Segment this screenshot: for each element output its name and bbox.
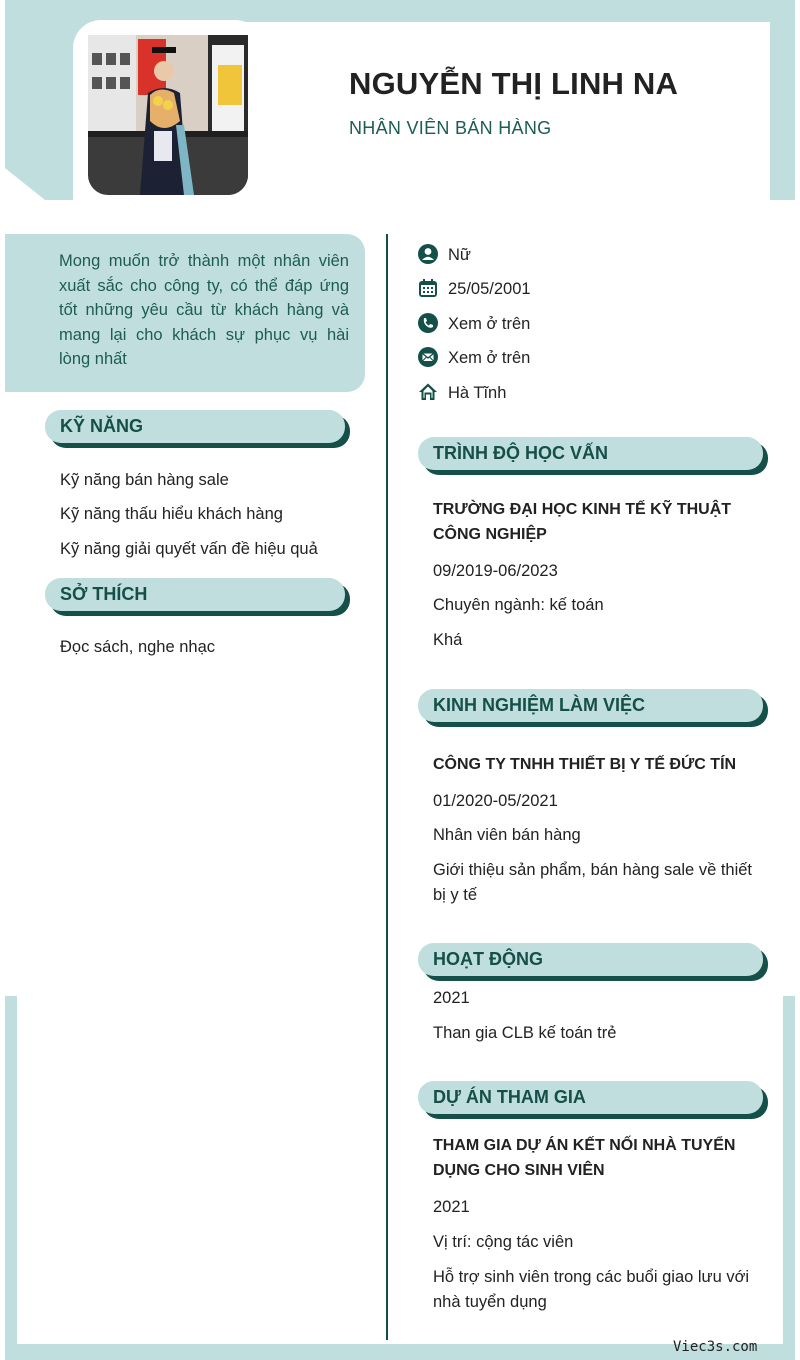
hobbies-header xyxy=(45,578,345,611)
phone-icon xyxy=(418,313,438,333)
activities-title: HOẠT ĐỘNG xyxy=(433,949,543,969)
skill-item: Kỹ năng thấu hiểu khách hàng xyxy=(60,505,283,523)
skills-title: KỸ NĂNG xyxy=(60,416,144,436)
project-year: 2021 xyxy=(433,1198,470,1216)
skills-header xyxy=(45,410,345,443)
address-value: Hà Tĩnh xyxy=(448,384,507,402)
school-name: TRƯỜNG ĐẠI HỌC KINH TẾ KỸ THUẬT CÔNG NGHIỆP xyxy=(433,501,732,543)
projects-header xyxy=(418,1081,763,1114)
corner-cut xyxy=(5,168,45,200)
education-major: Chuyên ngành: kế toán xyxy=(433,596,604,614)
phone-value: Xem ở trên xyxy=(448,315,531,333)
watermark: Viec3s.com xyxy=(673,1339,758,1355)
home-icon xyxy=(418,382,438,402)
column-divider xyxy=(386,234,388,1340)
education-grade: Khá xyxy=(433,631,463,649)
experience-description: Giới thiệu sản phẩm, bán hàng sale về thiết bị y tế xyxy=(433,861,753,904)
projects-title: DỰ ÁN THAM GIA xyxy=(433,1087,586,1107)
gender-value: Nữ xyxy=(448,246,471,264)
experience-title: KINH NGHIỆM LÀM VIỆC xyxy=(433,695,646,715)
objective-text: Mong muốn trở thành một nhân viên xuất sắc cho công ty, có thể đáp ứng tốt những yêu cầu từ khách hàng và mang lại cho khách sự phục vụ hài lòng nhất xyxy=(59,252,349,368)
education-period: 09/2019-06/2023 xyxy=(433,562,558,580)
experience-header xyxy=(418,689,763,722)
skill-item: Kỹ năng giải quyết vấn đề hiệu quả xyxy=(60,540,318,558)
company-name: CÔNG TY TNHH THIẾT BỊ Y TẾ ĐỨC TÍN xyxy=(433,756,737,773)
person-icon xyxy=(418,244,438,264)
email-value: Xem ở trên xyxy=(448,349,531,367)
header-panel xyxy=(230,22,770,200)
activities-header xyxy=(418,943,763,976)
objective-box xyxy=(5,234,365,392)
job-title: NHÂN VIÊN BÁN HÀNG xyxy=(349,118,552,138)
candidate-name: NGUYỄN THỊ LINH NA xyxy=(349,66,679,101)
profile-photo xyxy=(88,35,248,195)
project-name: THAM GIA DỰ ÁN KẾT NỐI NHÀ TUYỂN DỤNG CHO SINH VIÊN xyxy=(433,1137,736,1179)
hobbies-title: SỞ THÍCH xyxy=(60,584,148,604)
activity-description: Than gia CLB kế toán trẻ xyxy=(433,1024,617,1042)
education-title: TRÌNH ĐỘ HỌC VẤN xyxy=(433,443,608,463)
mail-icon xyxy=(418,347,438,367)
skill-item: Kỹ năng bán hàng sale xyxy=(60,471,229,489)
hobby-item: Đọc sách, nghe nhạc xyxy=(60,638,216,656)
project-description: Hỗ trợ sinh viên trong các buổi giao lưu với nhà tuyển dụng xyxy=(433,1268,750,1311)
activity-year: 2021 xyxy=(433,989,470,1007)
experience-period: 01/2020-05/2021 xyxy=(433,792,558,810)
education-header xyxy=(418,437,763,470)
calendar-icon xyxy=(418,278,438,298)
birthday-value: 25/05/2001 xyxy=(448,280,531,298)
project-role: Vị trí: cộng tác viên xyxy=(433,1233,574,1251)
experience-position: Nhân viên bán hàng xyxy=(433,826,581,844)
